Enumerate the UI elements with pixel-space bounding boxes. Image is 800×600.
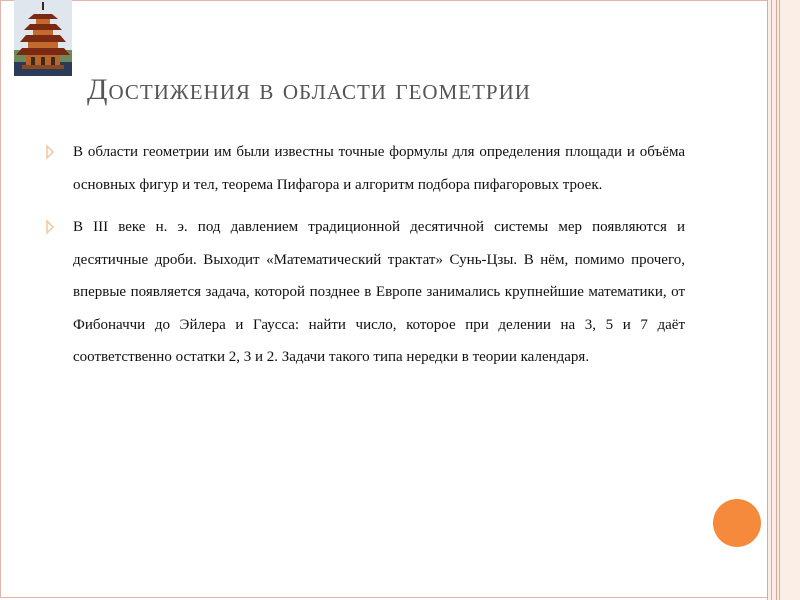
frame-line-top bbox=[0, 0, 778, 1]
frame-line-bottom bbox=[0, 597, 778, 598]
right-rule-2 bbox=[771, 0, 772, 600]
bullet-text: В III веке н. э. под давлением традиционной десятичной системы мер появляются и десятичные дроби. Выходит «Математический трактат» Сунь-Цзы. В нём, помимо прочего, впервые появляется задача, которой позднее в Европе занимались крупнейшие математики, от Фибоначчи до Эйлера и Гаусса: найти число, которое при делении на 3, 5 и 7 даёт соответственно остатки 2, 3 и 2. Задачи такого типа нередки в теории календаря. bbox=[73, 219, 685, 365]
right-rule-4 bbox=[779, 0, 780, 600]
bullet-marker-icon bbox=[45, 219, 55, 235]
pagoda-icon bbox=[14, 0, 72, 76]
slide-title: Достижения в области геометрии bbox=[87, 73, 531, 106]
bullet-list bbox=[45, 136, 685, 374]
orange-circle-decoration bbox=[713, 499, 761, 547]
right-rule-1 bbox=[767, 0, 768, 600]
bullet-item bbox=[45, 136, 685, 201]
right-rule-3 bbox=[776, 0, 777, 600]
bullet-item bbox=[45, 211, 685, 374]
bullet-text: В области геометрии им были известны точные формулы для определения площади и объёма основных фигур и тел, теорема Пифагора и алгоритм подбора пифагоровых троек. bbox=[73, 144, 685, 193]
bullet-marker-icon bbox=[45, 144, 55, 160]
frame-line-left bbox=[0, 0, 1, 598]
